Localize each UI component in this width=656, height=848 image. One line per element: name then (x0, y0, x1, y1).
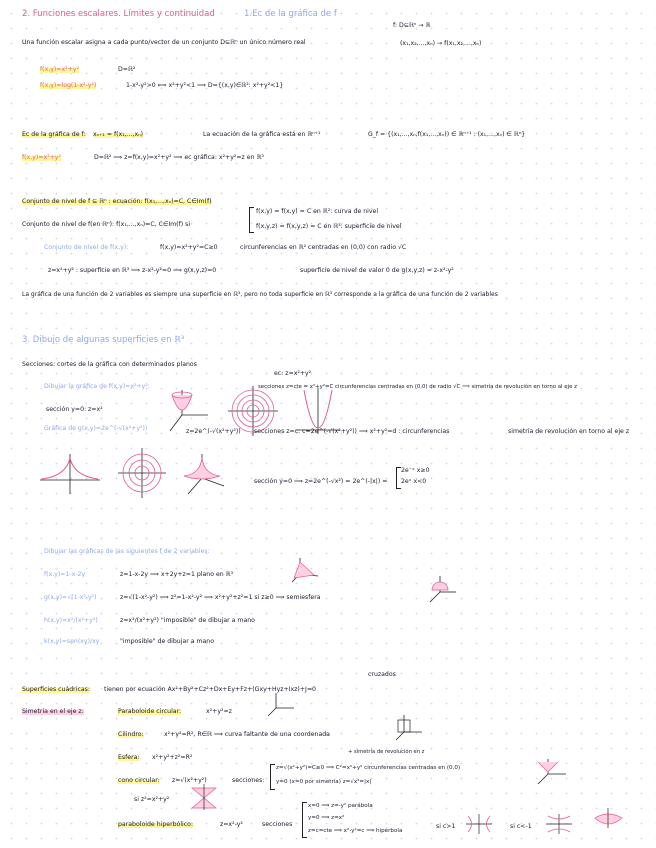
paraboloid-cut: sección y=0: z=x² (46, 406, 103, 413)
example-2-domain: 1-x²-y²>0 ⟺ x²+y²<1 ⟹ D={(x,y)∈ℝ²: x²+y²<1} (126, 82, 284, 89)
level-curve-case: f(x,y) = f(x,y) = C en ℝ²: curva de nivel (256, 208, 379, 215)
level-remark: La gráfica de una función de 2 variables es siempre una superficie en ℝ³, pero no toda superficie en ℝ³ corresponde a la gráfica de una función de 2 variables (22, 291, 498, 298)
cone-axes-sketch (534, 758, 568, 784)
graph-set: G_f = {(x₁,...,xₙ,f(x₁,...,xₙ)) ∈ ℝⁿ⁺¹ : (x₁,...,xₙ) ∈ ℝⁿ} (368, 131, 526, 138)
example-1: f(x,y)=x²+y² (40, 66, 79, 73)
draw-exponential-label: Gráfica de g(x,y)=2e^(-√(x²+y²)) (44, 425, 148, 432)
cone-sections-label: secciones: (232, 777, 265, 784)
exponential-equation: z=2e^(-√(x²+y²)) (186, 428, 241, 435)
hyperbolic-paraboloid-equation: z=x²-y² (220, 821, 243, 828)
exponential-cut: sección y=0 ⟹ z=2e^(-√x²) = 2e^(-|x|) = (254, 478, 388, 485)
function-h-description: z=x²/(x²+y²) "imposible" de dibujar a mano (120, 617, 255, 624)
plane-sketch (290, 556, 320, 582)
hyperbolic-paraboloid-label: paraboloide hiperbólico: (118, 821, 194, 828)
circular-paraboloid-equation: x²+y²=z (206, 708, 232, 715)
function-g-description: z=√(1-x²-y²) ⟹ z²=1-x²-y² ⟹ x²+y²+z²=1 si z≥0 ⟹ semiesfera (120, 594, 321, 601)
graph-example-detail: D=ℝ² ⟹ z=f(x,y)=x²+y² ⟹ ec gráfica: x²+y²=z en ℝ³ (94, 154, 264, 161)
example-2: f(x,y)=log(1-x²-y²) (40, 82, 97, 89)
cylinder-sketch (390, 714, 424, 740)
cases-brace (249, 207, 254, 233)
paraboloid-small-sketch (264, 692, 298, 716)
function-h: h(x,y)=x²/(x²+y²) (44, 617, 98, 624)
paraboloid-equation: ec: z=x²+y² (274, 370, 312, 377)
exponential-3d-sketch (180, 450, 226, 496)
quadrics-equation: tienen por ecuación Ax²+By²+Cz²+Dx+Ey+Fz+(Gxy+Hyz+Ixz)+J=0 (104, 686, 316, 693)
page-title: 2. Funciones escalares. Límites y continuidad (22, 9, 215, 19)
scalar-function-definition: Una función escalar asigna a cada punto/vector de un conjunto D⊆ℝⁿ un único número real (22, 39, 306, 46)
graph-example: f(x,y)=x²+y² (22, 154, 61, 161)
level-set-cases-intro: Conjunto de nivel de f(en ℝⁿ): f(x₁,...,xₙ)=C, C∈Im(f) si (22, 221, 191, 228)
draw-paraboloid-label: Dibujar la gráfica de f(x,y)=x²+y²: (44, 383, 150, 390)
level-example-equation: f(x,y)=x²+y²=C≥0 (160, 244, 218, 251)
cone-equation: z=√(x²+y²) (172, 777, 207, 784)
exponential-sections: secciones z=c: c=2e^(-√(x²+y²)) ⟹ x²+y²=d : circunferencias (254, 428, 450, 435)
hyperbola-sketch-2 (546, 814, 572, 834)
graphs-2var-title: Dibujar las gráficas de las siguientes f de 2 variables: (44, 548, 210, 555)
saddle-sketch (592, 808, 626, 834)
cone-revolution-note: + simetría de revolución en z (348, 749, 425, 755)
cusp-sketch (40, 448, 100, 496)
cone-section-1: z=√(x²+y²)=C≥0 ⟹ C²=x²+y² circunferencias centradas en (0,0) (276, 765, 461, 771)
cone-sections-brace (270, 764, 275, 790)
quadrics-label: Superficies cuádricas: (22, 686, 90, 693)
section-subtitle: 1.Ec de la gráfica de f (244, 9, 337, 19)
level-set-definition: Conjunto de nivel de f ⊆ ℝⁿ : ecuación: f(x₁,...,xₙ)=C, C∈Im(f) (22, 198, 212, 205)
exponential-case-positive: 2e⁻ˣ x≥0 (401, 467, 430, 474)
z-symmetry-label: Simetría en el eje z: (22, 708, 84, 715)
hyperbolic-section-2: y=0 ⟹ z=x² (308, 815, 345, 821)
graph-equation-label: Ec de la gráfica de f: (22, 131, 86, 138)
hyperbola-case-1: si c>1 (436, 823, 456, 830)
section-3-title: 3. Dibujo de algunas superficies en ℝ³ (22, 335, 185, 345)
level-example-2: z=x²+y² : superficie en ℝ³ ⟹ z-x²-y²=0 ⟹ g(x,y,z)=0 (48, 267, 217, 274)
graph-equation: xₙ₊₁ = f(x₁,...,xₙ) (93, 131, 144, 138)
function-f: f(x,y)=1-x-2y (44, 571, 86, 578)
map-definition: f: D⊆ℝⁿ → ℝ (393, 22, 431, 29)
sphere-equation: x²+y²+z²=R² (152, 754, 193, 761)
circular-paraboloid-label: Paraboloide circular: (118, 708, 182, 715)
function-f-description: z=1-x-2y ⟹ x+2y+z=1 plano en ℝ³ (120, 571, 234, 578)
function-k-description: "imposible" de dibujar a mano (120, 638, 215, 645)
level-example-2-note: superficie de nivel de valor 0 de g(x,y,z) = z-x²-y² (300, 267, 454, 274)
cone-sketch (188, 784, 222, 810)
cross-terms-note: cruzados (368, 671, 396, 678)
level-example-label: Conjunto de nivel de f(x,y): (44, 244, 129, 251)
level-example-note: circunferencias en ℝ² centradas en (0,0) con radio √C (240, 244, 407, 251)
paraboloid-sections: secciones z=cte = x²+y²=C circunferencias centradas en (0,0) de radio √C ⟹ simetría de revolución en torno al eje z (258, 384, 577, 390)
cone-section-2: y=0 (x=0 por simetría) z=√x²=|x| (276, 779, 372, 785)
hyperbolic-sections-brace (302, 802, 307, 838)
exponential-case-negative: 2eˣ x<0 (401, 478, 427, 485)
hyperbolic-section-3: z=c=cte ⟹ x²-y²=c ⟹ hipérbola (308, 828, 403, 834)
function-k: k(x,y)=sen(xy)/xy (44, 638, 100, 645)
sections-definition: Secciones: cortes de la gráfica con determinados planos (22, 361, 197, 368)
cone-squared: si z²=x²+y² (134, 796, 170, 803)
function-g: g(x,y)=√(1-x²-y²) (44, 594, 97, 601)
hyperbolic-section-1: x=0 ⟹ z=-y² parábola (308, 803, 373, 809)
hyperbola-sketch-1 (466, 814, 492, 834)
example-1-domain: D=ℝ² (118, 66, 136, 73)
hyperbolic-sections-label: secciones (262, 821, 293, 828)
map-rule: (x₁,x₂,...,xₙ) → f(x₁,x₂,...,xₙ) (400, 40, 482, 47)
level-surface-case: f(x,y,z) = f(x,y,z) = C en ℝ³: superficie de nivel (256, 223, 402, 230)
hyperbola-case-2: si c<-1 (510, 823, 532, 830)
cylinder-equation: x²+y²=R², R∈ℝ ⟹ curva faltante de una coordenada (164, 731, 330, 738)
exponential-circles-sketch (118, 448, 166, 498)
graph-equation-note: La ecuación de la gráfica está en ℝⁿ⁺¹ (203, 131, 321, 138)
exponential-symmetry: simetría de revolución en torno al eje z (508, 428, 630, 435)
sphere-label: Esfera: (118, 754, 140, 761)
cylinder-label: Cilindro: (118, 731, 144, 738)
cone-label: cono circular: (118, 777, 160, 784)
hemisphere-sketch (426, 574, 456, 602)
